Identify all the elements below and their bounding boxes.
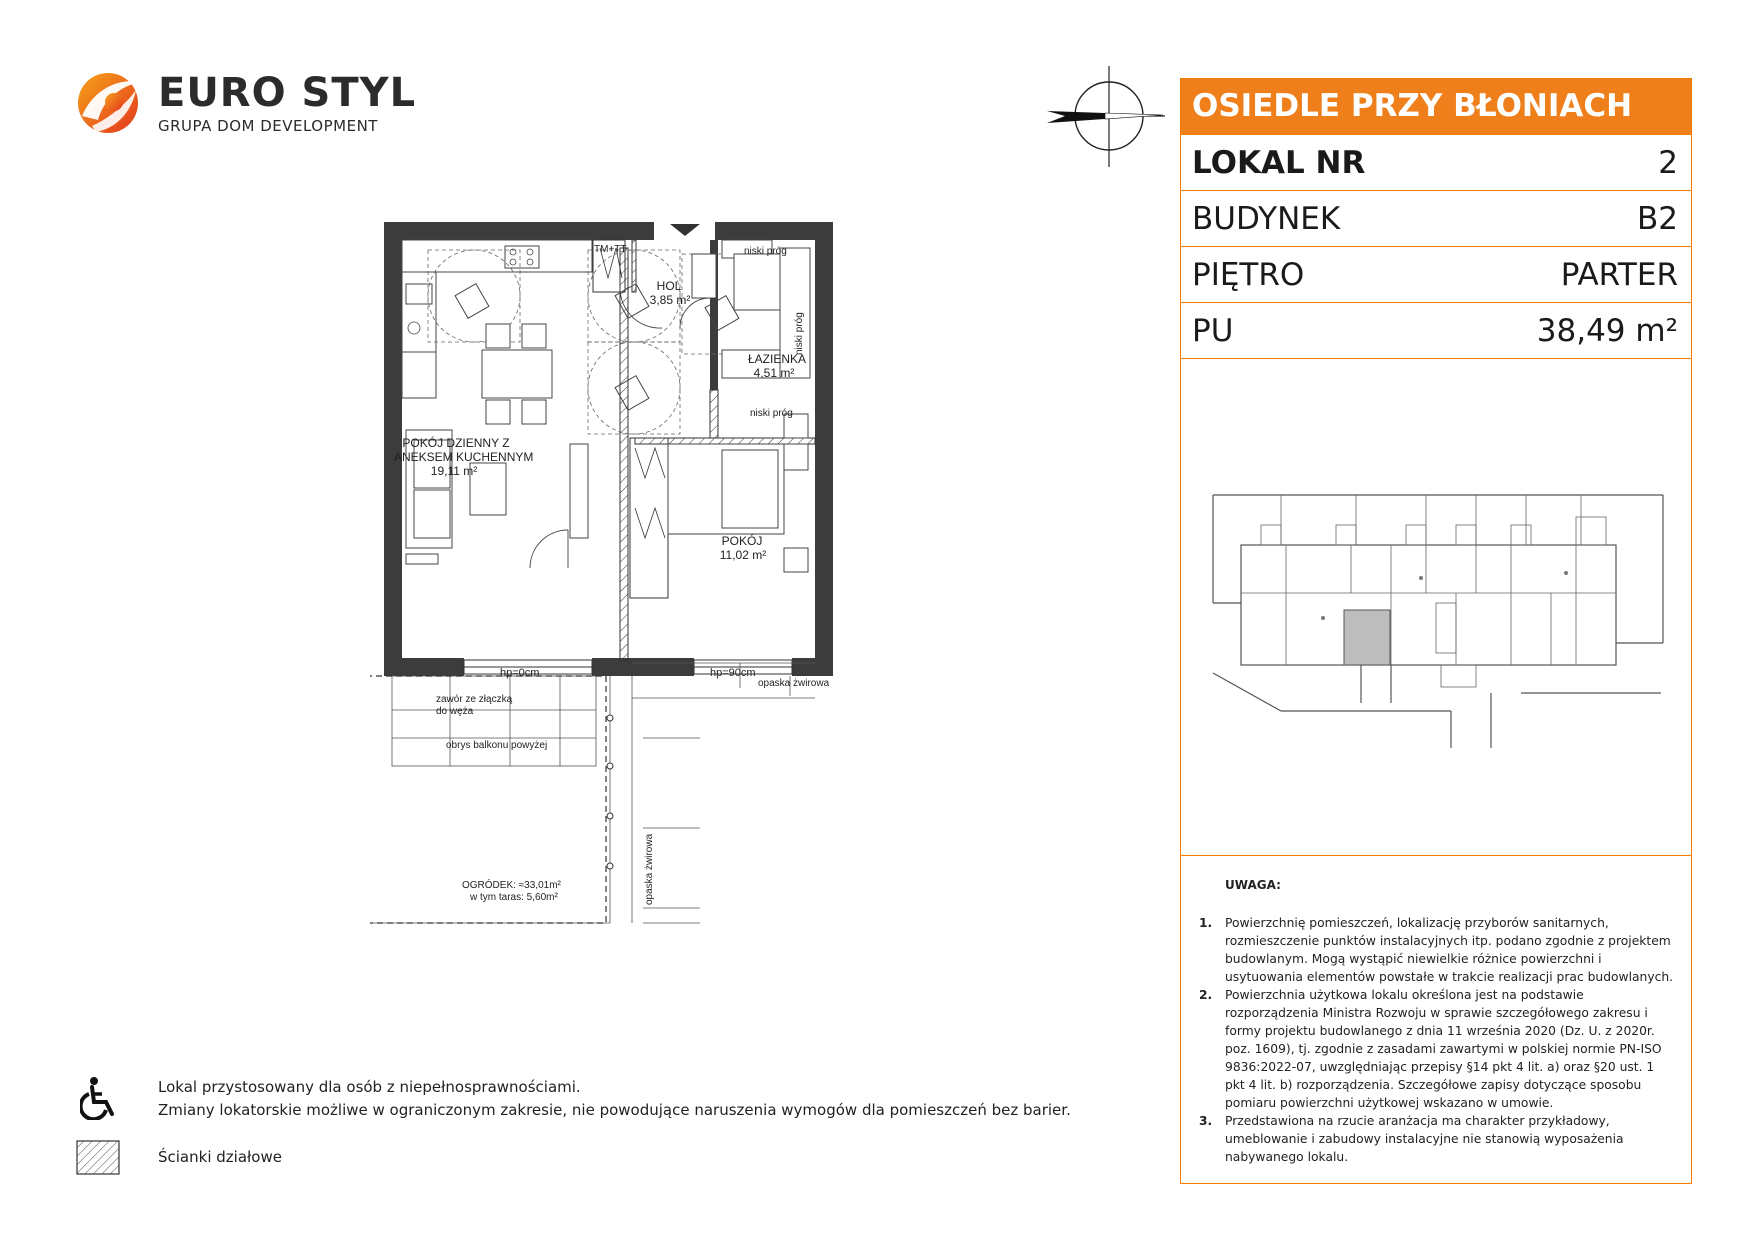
building-label: BUDYNEK (1192, 200, 1341, 237)
hall-area: 3,85 m² (649, 293, 691, 307)
living-room-name-2: ANEKSEM KUCHENNYM (394, 450, 534, 464)
note-number: 3. (1199, 1114, 1213, 1128)
wheelchair-icon (80, 1076, 120, 1120)
info-row-floor (1181, 246, 1691, 302)
brand-subtitle: GRUPA DOM DEVELOPMENT (158, 117, 378, 135)
room-name: POKÓJ (721, 534, 763, 548)
info-row-unit (1181, 134, 1691, 190)
area-value: 38,49 m² (1536, 312, 1678, 349)
valve-label-2: do węża (436, 706, 474, 717)
highlighted-unit (1344, 610, 1390, 665)
bathroom-area: 4,51 m² (753, 366, 795, 380)
partition-legend-label: Ścianki działowe (158, 1148, 282, 1166)
info-row-building (1181, 190, 1691, 246)
note-item (1199, 1112, 1675, 1166)
note-number: 1. (1199, 916, 1213, 930)
brand-name: EURO STYL (158, 70, 417, 116)
accessibility-note-1: Lokal przystosowany dla osób z niepełnosprawnościami. (158, 1078, 581, 1096)
valve-label: zawór ze złączką (436, 694, 513, 705)
floor-label: PIĘTRO (1192, 256, 1305, 293)
note-text: Przedstawiona na rzucie aranżacja ma charakter przykładowy, umeblowanie i zabudowy instalacyjne nie stanowią wyposażenia nabywanego lokalu. (1225, 1114, 1624, 1164)
note-text: Powierzchnia użytkowa lokalu określona jest na podstawie rozporządzenia Ministra Rozwoju w sprawie szczegółowego zakresu i formy projektu budowlanego z dnia 11 września 2020 (Dz. U. z 2020r. poz. 1609), tj. zgodnie z zasadami zawartymi w polskiej normie PN-ISO 9836:2022-07, uwzględniając przepisy §14 pkt 4 lit. a) oraz §20 ust. 1 pkt 4 lit. b) rozporządzenia. Szczegółowe zapisy dotyczące sposobu pomiaru powierzchni użytkowej wskazano w umowie. (1225, 988, 1662, 1110)
window-height-label: hp=90cm (710, 667, 756, 679)
key-plan (1211, 493, 1671, 753)
building-value: B2 (1637, 200, 1678, 237)
hatch-swatch-icon (76, 1140, 120, 1175)
note-item (1199, 914, 1675, 986)
floor-plan (370, 218, 860, 1040)
room-area: 11,02 m² (719, 548, 767, 562)
floor-value: PARTER (1560, 256, 1678, 293)
bathroom-name: ŁAZIENKA (747, 352, 807, 366)
notes-title: UWAGA: (1225, 878, 1281, 892)
gravel-strip-label-vertical: opaska żwirowa (644, 833, 655, 905)
logo-mark (74, 68, 146, 138)
low-threshold-label: niski próg (750, 408, 793, 419)
info-row-area (1181, 302, 1691, 358)
note-item (1199, 986, 1675, 1112)
info-panel (1180, 78, 1692, 1184)
terrace-area-label: w tym taras: 5,60m² (470, 892, 558, 903)
key-plan-cell (1181, 358, 1691, 855)
garden-area-label: OGRÓDEK: ≈33,01m² (462, 880, 561, 891)
compass-icon (1045, 64, 1169, 169)
balcony-outline-label: obrys balkonu powyżej (446, 740, 548, 751)
unit-value: 2 (1658, 144, 1678, 181)
terrace-height-label: hp=0cm (500, 667, 540, 679)
project-title: OSIEDLE PRZY BŁONIACH (1181, 79, 1691, 134)
low-threshold-label: niski próg (744, 246, 787, 257)
hall-name: HOL (656, 279, 682, 293)
note-number: 2. (1199, 988, 1213, 1002)
notes-section (1181, 855, 1691, 1183)
living-room-area: 19,11 m² (430, 464, 478, 478)
gravel-strip-label: opaska żwirowa (758, 678, 830, 689)
unit-label: LOKAL NR (1192, 144, 1366, 181)
note-text: Powierzchnię pomieszczeń, lokalizację przyborów sanitarnych, rozmieszczenie punktów instalacyjnych itp. podano zgodnie z projektem budowlanym. Mogą wystąpić niewielkie różnice powierzchni i usytuowania elementów powstałe w trakcie realizacji prac budowlanych. (1225, 916, 1674, 984)
area-label: PU (1192, 312, 1234, 349)
accessibility-note-2: Zmiany lokatorskie możliwe w ograniczonym zakresie, nie powodujące naruszenia wymogów dla pomieszczeń bez barier. (158, 1101, 1071, 1119)
living-room-name: POKÓJ DZIENNY Z (402, 436, 510, 450)
low-threshold-label: niski próg (794, 312, 805, 355)
tm-tt-label: TM+TT (594, 244, 627, 255)
